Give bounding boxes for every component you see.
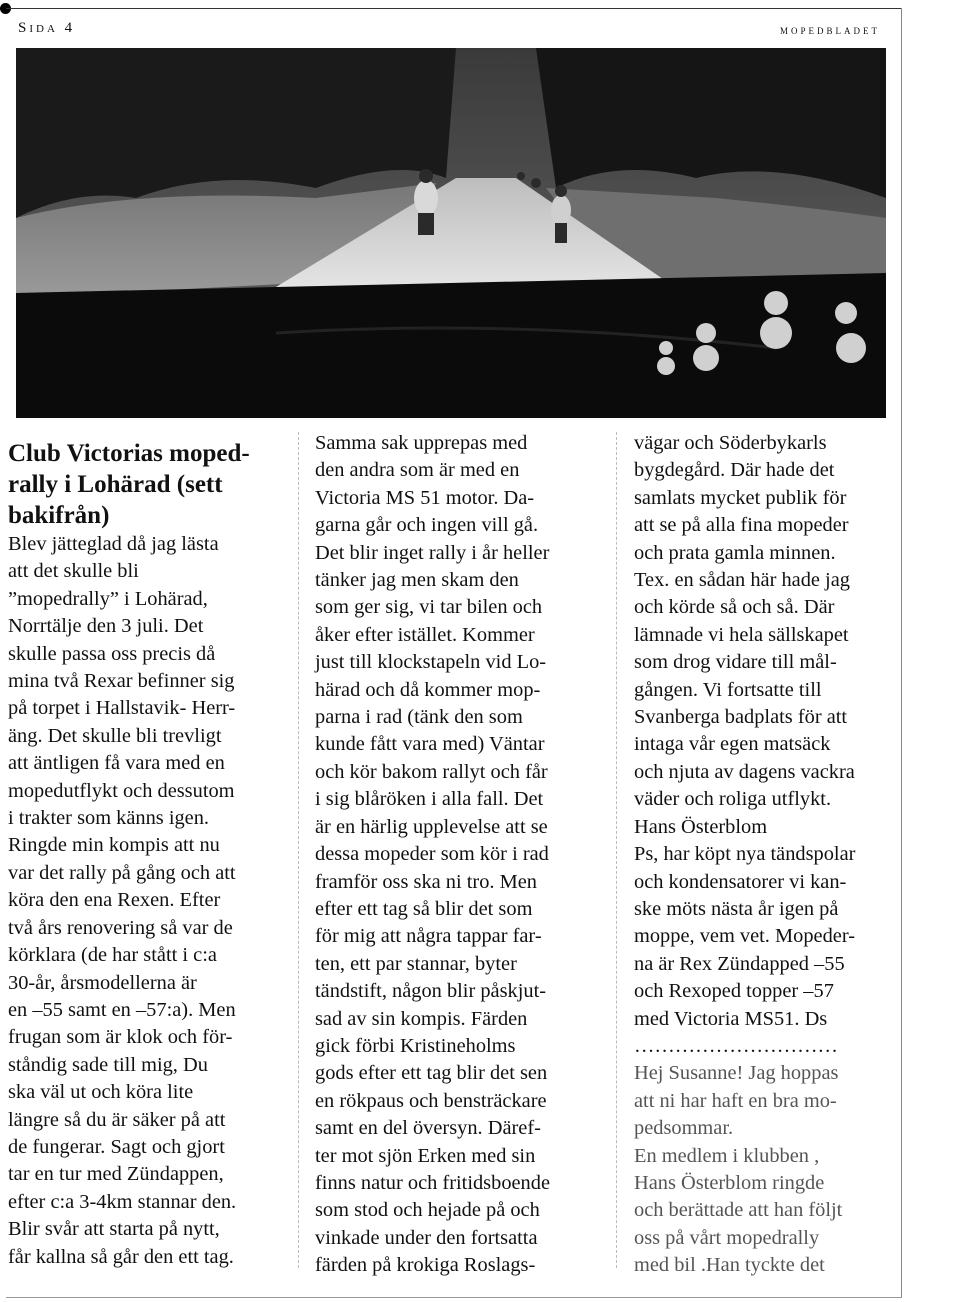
article-text-col2: Samma sak upprepas med den andra som är med en Victoria MS 51 motor. Da- garna går och ingen vill gå. Det blir inget rally i år heller tänker jag men skam den som ger sig, vi tar bilen och åker efter istället. Kommer just till klockstapeln vid Lo- härad och då kommer mop- parna i rad (tänk den som kunde fått vara med) Väntar och kör bakom rallyt och får i sig blåröken i alla fall. Det är en härlig upplevelse att se dessa mopeder som kör i rad framför oss ska ni tro. Men efter ett tag så blir det som för mig att några tappar far- ten, ett par stannar, byter tändstift, någon blir påskjut- sad av sin kompis. Färden gick förbi Kristineholms gods efter ett tag blir det sen en rökpaus och bensträckare samt en del översyn. Däref- ter mot sjön Erken med sin finns natur och fritidsboende som stod och hejade på och vinkade under den fortsatta färden på krokiga Roslags- — [315, 432, 551, 1277]
article-column-3 — [634, 430, 904, 1280]
editor-note: Hej Susanne! Jag hoppas att ni har haft en bra mo- pedsommar. En medlem i klubben , Hans Österblom ringde och berättade att han följt oss på vårt mopedrally med bil .Han tyckte det — [634, 1062, 843, 1277]
article-title: Club Victorias moped- rally i Lohärad (sett bakifrån) — [8, 440, 250, 529]
article-text-col3: vägar och Söderbykarls bygdegård. Där hade det samlats mycket publik för att se på alla fina mopeder och prata gamla minnen. Tex. en sådan här hade jag och körde så och så. Där lämnade vi hela sällskapet som drog vidare till mål- gången. Vi fortsatte till Svanberga badplats för att intaga vår egen matsäck och njuta av dagens vackra väder och roliga utflykt. Hans Österblom Ps, har köpt nya tändspolar och kondensatorer vi kan- ske möts nästa år igen på moppe, vem vet. Mopeder- na är Rex Zündapped –55 och Rexoped topper –57 med Victoria MS51. Ds ………………………… — [634, 432, 856, 1057]
frame-bottom-line — [6, 1297, 902, 1298]
publication-name: mopedbladet — [780, 22, 880, 37]
column-divider-1 — [298, 432, 299, 1268]
article-text-col1: Blev jätteglad då jag lästa att det skulle bli ”mopedrally” i Lohärad, Norrtälje den 3 juli. Det skulle passa oss precis då mina två Rexar befinner sig på torpet i Hallstavik- Herr- äng. Det skulle bli trevligt att äntligen få vara med en mopedutflykt och dessutom i trakter som känns igen. Ringde min kompis att nu var det rally på gång och att köra den ena Rexen. Efter två års renovering så var de körklara (de har stått i c:a 30-år, årsmodellerna är en –55 samt en –57:a). Men frugan som är klok och för- ståndig sade till mig, Du ska väl ut och köra lite längre så du är säker på att de fungerar. Sagt och gjort tar en tur med Zündappen, efter c:a 3-4km stannar den. Blir svår att starta på nytt, får kallna så går den ett tag. — [8, 533, 237, 1268]
article-column-2 — [315, 430, 605, 1280]
column-divider-2 — [616, 432, 617, 1268]
page-number-label: Sida 4 — [18, 20, 76, 36]
rally-photo-image — [16, 48, 886, 418]
rally-photo — [16, 48, 886, 418]
frame-top-line — [6, 8, 902, 9]
article-column-1 — [8, 430, 290, 1271]
